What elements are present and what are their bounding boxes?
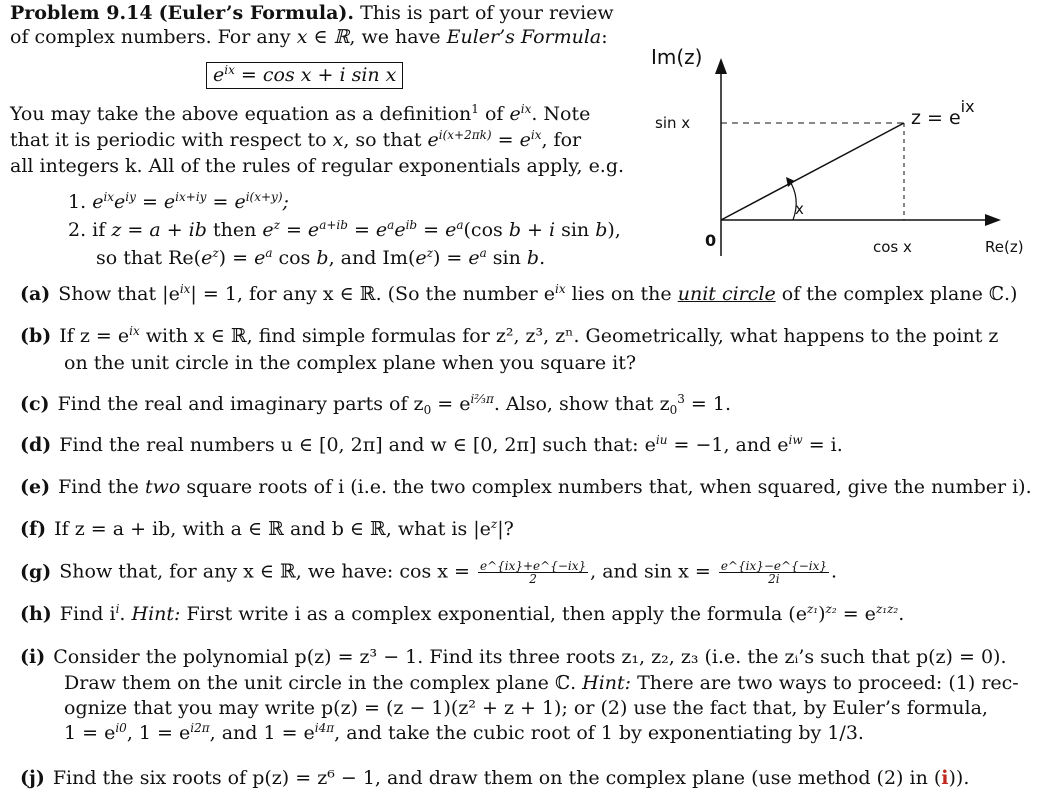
part-i-text-2a: Draw them on the unit circle in the complex plane ℂ.: [64, 672, 577, 694]
part-h-text-6: .: [898, 603, 905, 625]
part-i-line-3: ognize that you may write p(z) = (z − 1)(z² + z + 1); or (2) use the fact that, by Euler’s formula,: [64, 697, 988, 719]
angle-label: x: [795, 200, 804, 218]
part-c-label: (c): [20, 393, 50, 415]
rule-2-num: 2.: [68, 219, 87, 241]
problem-title: Problem 9.14: [10, 2, 153, 24]
header-text-2: of complex numbers. For any: [10, 26, 291, 48]
rule-1: [68, 191, 289, 213]
footnote-marker: 1: [471, 102, 479, 116]
part-c-text-1: Find the real and imaginary parts of z: [57, 393, 424, 415]
part-i-exp-2: i2π: [190, 721, 210, 735]
part-b: [20, 325, 998, 347]
part-a: [20, 283, 1017, 305]
complex-plane-diagram: [645, 28, 1045, 268]
part-c-sub-1: 0: [423, 403, 432, 417]
part-e-text-1: Find the: [58, 476, 139, 498]
part-d-text-1: Find the real numbers u ∈ [0, 2π] and w ∈ [0, 2π] such that: e: [59, 434, 656, 456]
part-i-text-4a: 1 = e: [64, 722, 116, 744]
header-text-3: , we have: [349, 26, 441, 48]
part-a-exp-1: ix: [179, 282, 191, 296]
header-line-2: [10, 26, 608, 48]
part-j-text-2: )).: [948, 767, 970, 789]
im-label: Im(z): [651, 45, 703, 69]
part-d: [20, 434, 843, 456]
euler-formula-box: [206, 62, 403, 89]
header-colon: :: [601, 26, 608, 48]
part-i-line-4: [64, 722, 864, 744]
part-b-text-2: with x ∈ ℝ, find simple formulas for z², z³, zⁿ. Geometrically, what happens to the point z: [145, 325, 999, 347]
part-i-label: (i): [20, 646, 46, 668]
part-e: [20, 476, 1032, 498]
part-j: [20, 767, 969, 789]
part-f-label: (f): [20, 518, 47, 540]
rule-2: 2. if z = a + ib then $e^z = e^{a+ib} = e^ae^{ib} = e^a(\cos$ b + i sin b),: [68, 218, 621, 241]
intro-text-1: You may take the above equation as a definition: [10, 103, 472, 125]
problem-subtitle: (Euler’s Formula).: [158, 2, 355, 24]
part-h-exp-2: z₁: [806, 602, 819, 616]
part-c-sub-2: 0: [669, 403, 678, 417]
sin-frac-num: e^{ix}−e^{−ix}: [720, 559, 827, 573]
part-i-text-4b: , 1 = e: [126, 722, 191, 744]
cos-label: cos x: [873, 238, 912, 256]
part-a-text-1: Show that |e: [58, 283, 180, 305]
intro-math-eix-2: $e^{ix}$: [519, 128, 542, 151]
intro-text-2: of: [484, 103, 504, 125]
part-d-exp-2: iw: [788, 433, 803, 447]
part-i-text-4c: , and 1 = e: [209, 722, 315, 744]
problem-header-line: [10, 2, 614, 24]
part-h-text-3: First write i as a complex exponential, then apply the formula (e: [186, 603, 807, 625]
part-c-text-2: = e: [437, 393, 471, 415]
part-h-exp-4: z₁z₂: [875, 602, 899, 616]
formula-lhs-base: e: [213, 64, 225, 86]
part-a-text-4: of the complex plane ℂ.): [781, 283, 1018, 305]
part-a-exp-2: ix: [554, 282, 566, 296]
part-a-text-2: | = 1, for any x ∈ ℝ. (So the number e: [190, 283, 555, 305]
intro-text-5: , so that: [343, 129, 422, 151]
origin-label: 0: [705, 231, 717, 250]
part-g: [20, 560, 837, 585]
sin-label: sin x: [655, 114, 691, 132]
sin-fraction: [719, 560, 829, 585]
vector-line: [721, 123, 904, 220]
part-b-cont: on the unit circle in the complex plane when you square it?: [64, 352, 637, 374]
part-f: [20, 518, 514, 540]
point-label-exp: ix: [960, 97, 975, 116]
re-axis-arrow-icon: [985, 214, 1001, 226]
cos-fraction: [478, 560, 588, 585]
part-g-text-2: , and sin x =: [590, 560, 711, 583]
part-i-exp-1: i0: [115, 721, 127, 735]
part-b-exp: ix: [129, 324, 140, 338]
cos-frac-den: 2: [529, 572, 537, 586]
part-i-line-2: [64, 672, 1019, 694]
intro-para-line-2: [10, 129, 581, 151]
part-h: [20, 603, 904, 625]
part-h-label: (h): [20, 603, 52, 625]
part-e-label: (e): [20, 476, 51, 498]
part-j-label: (j): [20, 767, 45, 789]
part-i-text-1: Consider the polynomial p(z) = z³ − 1. Find its three roots z₁, z₂, z₃ (i.e. the zᵢ’s such that p(z) = 0).: [53, 646, 1007, 668]
im-axis-arrow-icon: [715, 58, 727, 74]
part-g-label: (g): [20, 560, 52, 583]
formula-lhs-exp: ix: [224, 63, 235, 77]
part-i-text-4d: , and take the cubic root of 1 by exponentiating by 1/3.: [334, 722, 864, 744]
periodic-exp: i(x+2πk): [438, 128, 492, 142]
formula-rhs: = cos x + i sin x: [240, 64, 397, 86]
part-f-exp: z: [490, 517, 498, 531]
part-e-emphasis: two: [144, 476, 181, 498]
intro-equals: =: [497, 129, 514, 151]
part-d-text-3: = i.: [808, 434, 843, 456]
part-g-text-3: .: [830, 560, 838, 583]
part-i-text-2b: There are two ways to proceed: (1) rec-: [637, 672, 1019, 694]
part-h-exp-3: z₂: [825, 602, 837, 616]
part-h-exp-1: i: [115, 602, 120, 616]
part-h-text-4: ): [818, 603, 826, 625]
header-text-1: This is part of your review: [360, 2, 614, 24]
part-d-label: (d): [20, 434, 52, 456]
part-h-text-1: Find i: [59, 603, 116, 625]
part-a-text-3: lies on the: [571, 283, 672, 305]
eulers-formula-name: Euler’s Formula: [446, 26, 602, 48]
part-i-exp-3: i4π: [314, 721, 335, 735]
intro-text-4: that it is periodic with respect to: [10, 129, 327, 151]
part-i: [20, 646, 1006, 668]
part-h-text-5: = e: [842, 603, 876, 625]
part-c-exp-3: 3: [677, 392, 685, 406]
euler-formula: [206, 62, 403, 89]
cos-frac-num: e^{ix}+e^{−ix}: [479, 559, 587, 573]
part-c-text-3: . Also, show that z: [493, 393, 670, 415]
rule-1-math: $e^{ix}e^{iy} = e^{ix+iy} = e^{i(x+y)}$;: [92, 190, 289, 213]
part-a-label: (a): [20, 283, 51, 305]
part-i-reference-link[interactable]: i: [941, 767, 949, 789]
part-f-text-1: If z = a + ib, with a ∈ ℝ and b ∈ ℝ, what is |e: [54, 518, 491, 540]
re-label: Re(z): [985, 238, 1024, 256]
unit-circle-link[interactable]: unit circle: [677, 283, 776, 305]
part-d-text-2: = −1, and e: [673, 434, 789, 456]
part-i-hint: Hint:: [582, 672, 632, 694]
part-h-hint: Hint:: [131, 603, 181, 625]
point-label: [911, 97, 975, 129]
part-g-text-1: Show that, for any x ∈ ℝ, we have: cos x =: [59, 560, 470, 583]
intro-text-6: , for: [541, 129, 582, 151]
part-b-label: (b): [20, 325, 52, 347]
intro-math-eix: $e^{ix}$: [509, 102, 532, 125]
part-j-text-1: Find the six roots of p(z) = z⁶ − 1, and draw them on the complex plane (use method (2) in (: [52, 767, 942, 789]
intro-para-line-3: all integers k. All of the rules of regular exponentials apply, e.g.: [10, 155, 625, 177]
part-d-exp-1: iu: [655, 433, 668, 447]
point-label-base: z = e: [911, 107, 961, 129]
intro-para-line-1: [10, 103, 590, 125]
intro-math-x: x: [332, 129, 344, 151]
header-math-x-real: x ∈ ℝ: [296, 26, 350, 48]
rule-1-num: 1.: [68, 191, 87, 213]
part-b-text-1: If z = e: [59, 325, 130, 347]
part-c-text-4: = 1.: [690, 393, 732, 415]
part-h-text-2: .: [119, 603, 126, 625]
intro-math-periodic: $e^{i(x+2\pi k)}$: [427, 128, 492, 151]
rule-2-cont: so that $Re(e^z) = e^a$ cos b, and $Im(e^z) = e^a$ sin b.: [96, 246, 546, 269]
intro-text-3: . Note: [531, 103, 591, 125]
part-e-text-2: square roots of i (i.e. the two complex numbers that, when squared, give the number i).: [186, 476, 1032, 498]
part-f-text-2: |?: [497, 518, 514, 540]
part-c-exp: i⅔π: [470, 392, 494, 406]
sin-frac-den: 2i: [768, 572, 780, 586]
part-c: [20, 393, 731, 415]
